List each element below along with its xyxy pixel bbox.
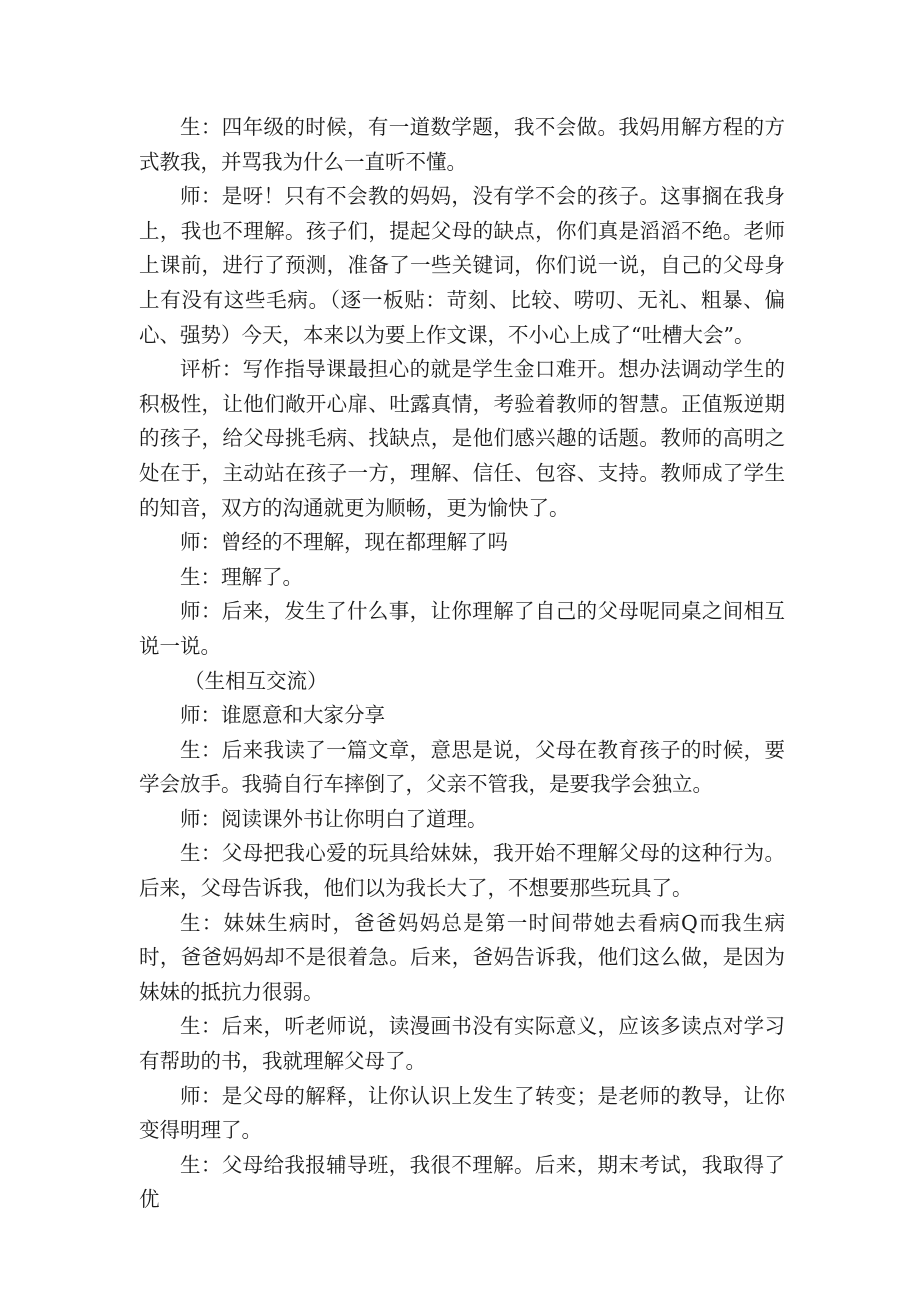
paragraph-student-sister: 生：妹妹生病时，爸爸妈妈总是第一时间带她去看病Q而我生病时，爸爸妈妈却不是很着急。后来，爸妈告诉我，他们这么做，是因为妹妹的抵抗力很弱。 xyxy=(139,910,785,1004)
paragraph-teacher-keywords: 师：是呀！只有不会教的妈妈，没有学不会的孩子。这事搁在我身上，我也不理解。孩子们，提起父母的缺点，你们真是滔滔不绝。老师上课前，进行了预测，准备了一些关键词，你们说一说，自己的父母身上有没有这些毛病。（逐一板贴：苛刻、比较、唠叨、无礼、粗暴、偏心、强势）今天，本来以为要上作文课，不小心上成了“吐槽大会”。 xyxy=(139,184,785,347)
paragraph-teacher-reading: 师：阅读课外书让你明白了道理。 xyxy=(180,806,488,831)
paragraph-stage-note: （生相互交流） xyxy=(184,668,328,693)
document-body xyxy=(139,110,785,1217)
paragraph-teacher-discuss: 师：后来，发生了什么事，让你理解了自己的父母呢同桌之间相互说一说。 xyxy=(139,599,785,658)
paragraph-teacher-share: 师：谁愿意和大家分享 xyxy=(180,703,385,728)
paragraph-teacher-question: 师：曾经的不理解，现在都理解了吗 xyxy=(180,530,508,555)
paragraph-student-math: 生：四年级的时候，有一道数学题，我不会做。我妈用解方程的方式教我，并骂我为什么一直听不懂。 xyxy=(139,115,785,174)
paragraph-student-tutoring: 生：父母给我报辅导班，我很不理解。后来，期末考试，我取得了优 xyxy=(139,1152,785,1212)
paragraph-commentary: 评析：写作指导课最担心的就是学生金口难开。想办法调动学生的积极性，让他们敞开心扉、吐露真情，考验着教师的智慧。正值叛逆期的孩子，给父母挑毛病、找缺点，是他们感兴趣的话题。教师的高明之处在于，主动站在孩子一方，理解、信任、包容、支持。教师成了学生的知音，双方的沟通就更为顺畅，更为愉快了。 xyxy=(139,357,785,520)
paragraph-student-toys: 生：父母把我心爱的玩具给妹妹，我开始不理解父母的这种行为。后来，父母告诉我，他们以为我长大了，不想要那些玩具了。 xyxy=(139,841,785,901)
paragraph-student-comics: 生：后来，听老师说，读漫画书没有实际意义，应该多读点对学习有帮助的书，我就理解父母了。 xyxy=(139,1014,785,1074)
paragraph-student-answer: 生：理解了。 xyxy=(180,564,303,589)
paragraph-teacher-summary: 师：是父母的解释，让你认识上发生了转变；是老师的教导，让你变得明理了。 xyxy=(139,1083,785,1143)
paragraph-student-article: 生：后来我读了一篇文章，意思是说，父母在教育孩子的时候，要学会放手。我骑自行车摔倒了，父亲不管我，是要我学会独立。 xyxy=(139,737,785,797)
